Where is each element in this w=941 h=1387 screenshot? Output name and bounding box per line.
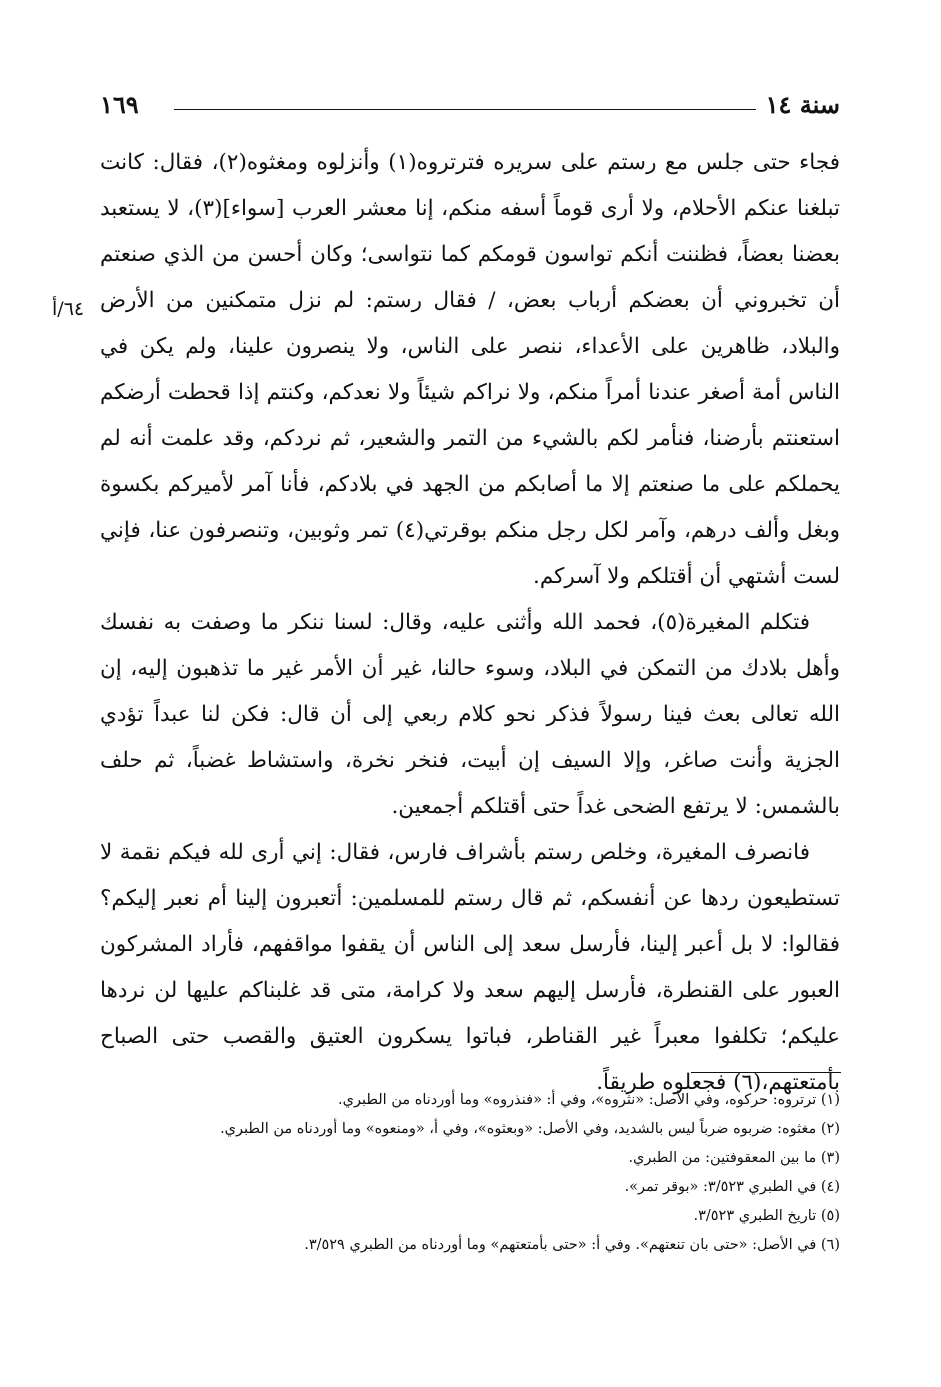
margin-manuscript-ref: ٦٤/أ <box>52 298 85 320</box>
page-header <box>100 88 840 122</box>
running-head-year: سنة ١٤ <box>765 90 840 119</box>
paragraph-3: فانصرف المغيرة، وخلص رستم بأشراف فارس، فقال: إني أرى لله فيكم نقمة لا تستطيعون ردها عن أنفسكم، ثم قال رستم للمسلمين: أتعبرون إلينا أم نعبر إليكم؟ فقالوا: لا بل أعبر إلينا، فأرسل سعد إلى الناس أن يقفوا مواقفهم، فأراد المشركون العبور على القنطرة، فأرسل إليهم سعد ولا كرامة، متى قد غلبناكم عليها لن نردها عليكم؛ تكلفوا معبراً غير القناطر، فباتوا يسكرون العتيق والقصب حتى الصباح بأمتعتهم،(٦) فجعلوه طريقاً. <box>100 840 840 1095</box>
paragraph-1: فجاء حتى جلس مع رستم على سريره فترتروه(١) وأنزلوه ومغثوه(٢)، فقال: كانت تبلغنا عنكم الأحلام، ولا أرى قوماً أسفه منكم، إنا معشر العرب [سواء](٣)، لا يستعبد بعضنا بعضاً، فظننت أنكم تواسون قومكم كما نتواسى؛ وكان أحسن من الذي صنعتم أن تخبروني أن بعضكم أرباب بعض، / فقال رستم: لم نزل متمكنين من الأرض والبلاد، ظاهرين على الأعداء، ننصر على الناس، ولا ينصرون علينا، ولم يكن في الناس أمة أصغر عندنا أمراً منكم، ولا نراكم شيئاً ولا نعدكم، وكنتم إذا قحطت أرضكم استعنتم بأرضنا، فنأمر لكم بالشيء من التمر والشعير، ثم نردكم، وقد علمت أنه لم يحملكم على ما صنعتم إلا ما أصابكم من الجهد في بلادكم، فأنا آمر لأميركم بكسوة وبغل وألف درهم، وآمر لكل رجل منكم بوقرتي(٤) تمر وثوبين، وتنصرفون عنا، فإني لست أشتهي أن أقتلكم ولا آسركم. <box>100 150 840 589</box>
footnote-1: (١) ترتروه: حركوه، وفي الأصل: «نثروه»، وفي أ: «فنذروه» وما أوردناه من الطبري. <box>338 1092 840 1108</box>
footnote-6: (٦) في الأصل: «حتى بان تنعتهم». وفي أ: «حتى بأمتعتهم» وما أوردناه من الطبري ٣/٥٢٩. <box>304 1237 840 1253</box>
footnote-separator <box>691 1072 841 1073</box>
footnote-5: (٥) تاريخ الطبري ٣/٥٢٣. <box>693 1208 840 1224</box>
header-rule <box>174 109 756 110</box>
footnote-2: (٢) مغثوه: ضربوه ضرباً ليس بالشديد، وفي الأصل: «وبعثوه»، وفي أ، «ومنعوه» وما أوردناه من الطبري. <box>220 1121 840 1137</box>
page-number: ١٦٩ <box>100 90 139 119</box>
footnote-4: (٤) في الطبري ٣/٥٢٣: «بوقر تمر». <box>624 1179 840 1195</box>
paragraph-2: فتكلم المغيرة(٥)، فحمد الله وأثنى عليه، وقال: لسنا ننكر ما وصفت به نفسك وأهل بلادك من التمكن في البلاد، وسوء حالنا، غير أن الأمر غير ما تذهبون إليه، إن الله تعالى بعث فينا رسولاً فذكر نحو كلام ربعي إلى أن قال: فكن لنا عبداً تؤدي الجزية وأنت صاغر، وإلا السيف إن أبيت، فنخر نخرة، واستشاط غضباً، ثم حلف بالشمس: لا يرتفع الضحى غداً حتى أقتلكم أجمعين. <box>100 610 840 819</box>
main-text <box>100 140 840 1106</box>
footnotes <box>100 1086 840 1260</box>
footnote-3: (٣) ما بين المعقوفتين: من الطبري. <box>628 1150 840 1166</box>
